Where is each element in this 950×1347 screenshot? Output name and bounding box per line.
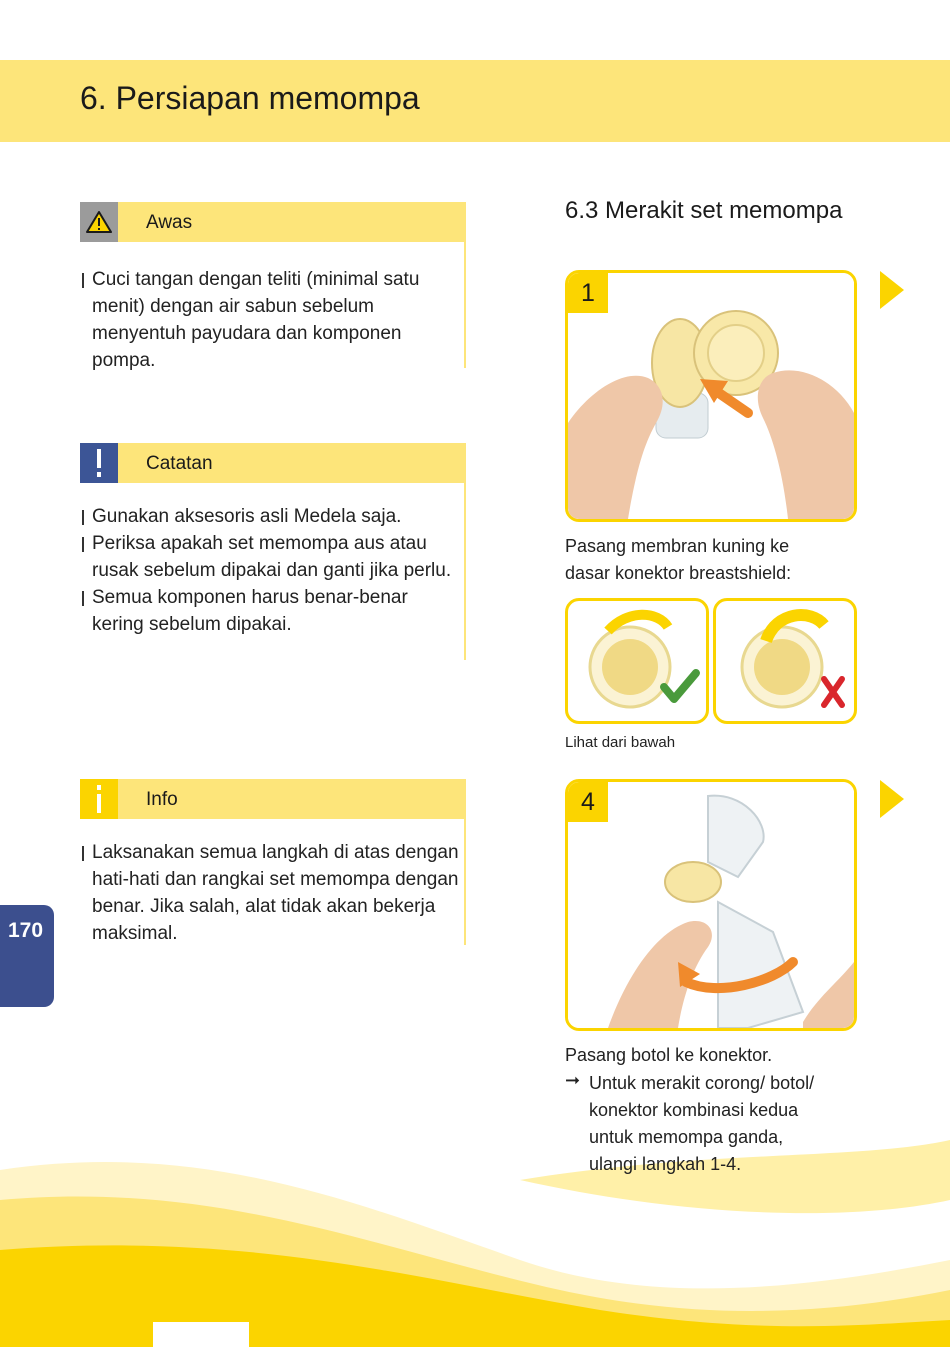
- footer-blank-box: [153, 1322, 249, 1347]
- step-1-caption: [565, 533, 791, 587]
- incorrect-view-image: [713, 598, 857, 724]
- info-icon: [80, 779, 118, 819]
- sub-note-line: untuk memompa ganda,: [589, 1127, 784, 1147]
- list-item: Laksanakan semua langkah di atas dengan hati-hati dan rangkai set memompa dengan benar. Jika salah, alat tidak akan bekerja maksimal.: [80, 839, 462, 947]
- list-item: Gunakan aksesoris asli Medela saja.: [80, 503, 462, 530]
- sub-note-line: konektor kombinasi kedua: [589, 1100, 799, 1120]
- step-number: 1: [568, 273, 608, 313]
- step-4-caption: Pasang botol ke konektor.: [565, 1045, 773, 1065]
- list-item: Semua komponen harus benar-benar kering sebelum dipakai.: [80, 584, 462, 638]
- page-number: 170: [8, 919, 44, 942]
- hands-assembling-membrane-illustration: [568, 273, 854, 519]
- sub-note-line: ulangi langkah 1-4.: [589, 1154, 742, 1174]
- list-item: Cuci tangan dengan teliti (minimal satu menit) dengan air sabun sebelum menyentuh payudara dan komponen pompa.: [80, 266, 462, 374]
- next-step-arrow-icon: [880, 780, 904, 818]
- note-title: Catatan: [146, 453, 213, 474]
- sub-note-text: [589, 1070, 865, 1178]
- sub-note-line: Untuk merakit corong/ botol/: [589, 1073, 815, 1093]
- section-title: 6.3 Merakit set memompa: [565, 197, 843, 224]
- warning-side-rule: [464, 242, 466, 368]
- cross-mark-icon: [824, 679, 842, 705]
- note-box: [80, 443, 466, 635]
- note-header: [80, 443, 466, 483]
- page-number-tab: [0, 905, 54, 1007]
- view-caption: Lihat dari bawah: [565, 734, 676, 751]
- list-item: Periksa apakah set memompa aus atau rusak sebelum dipakai dan ganti jika perlu.: [80, 530, 462, 584]
- page-title: 6. Persiapan memompa: [80, 80, 420, 116]
- caption-line: dasar konektor breastshield:: [565, 563, 792, 583]
- correct-view-image: [565, 598, 709, 724]
- step-1-image: [565, 270, 857, 522]
- warning-header: [80, 202, 466, 242]
- warning-box: [80, 202, 466, 371]
- info-list: [80, 839, 462, 947]
- caption-line: Pasang membran kuning ke: [565, 536, 790, 556]
- warning-list: [80, 266, 462, 374]
- info-side-rule: [464, 819, 466, 945]
- warning-triangle-icon: [80, 202, 118, 242]
- note-list: [80, 503, 462, 638]
- info-box: [80, 779, 466, 944]
- step-number: 4: [568, 782, 608, 822]
- warning-title: Awas: [146, 212, 193, 233]
- next-step-arrow-icon: [880, 271, 904, 309]
- info-header: [80, 779, 466, 819]
- step-4-image: [565, 779, 857, 1031]
- exclamation-icon: [80, 443, 118, 483]
- arrow-right-icon: ➞: [565, 1070, 581, 1090]
- hands-attaching-bottle-illustration: [568, 782, 854, 1028]
- note-side-rule: [464, 483, 466, 660]
- info-title: Info: [146, 789, 178, 810]
